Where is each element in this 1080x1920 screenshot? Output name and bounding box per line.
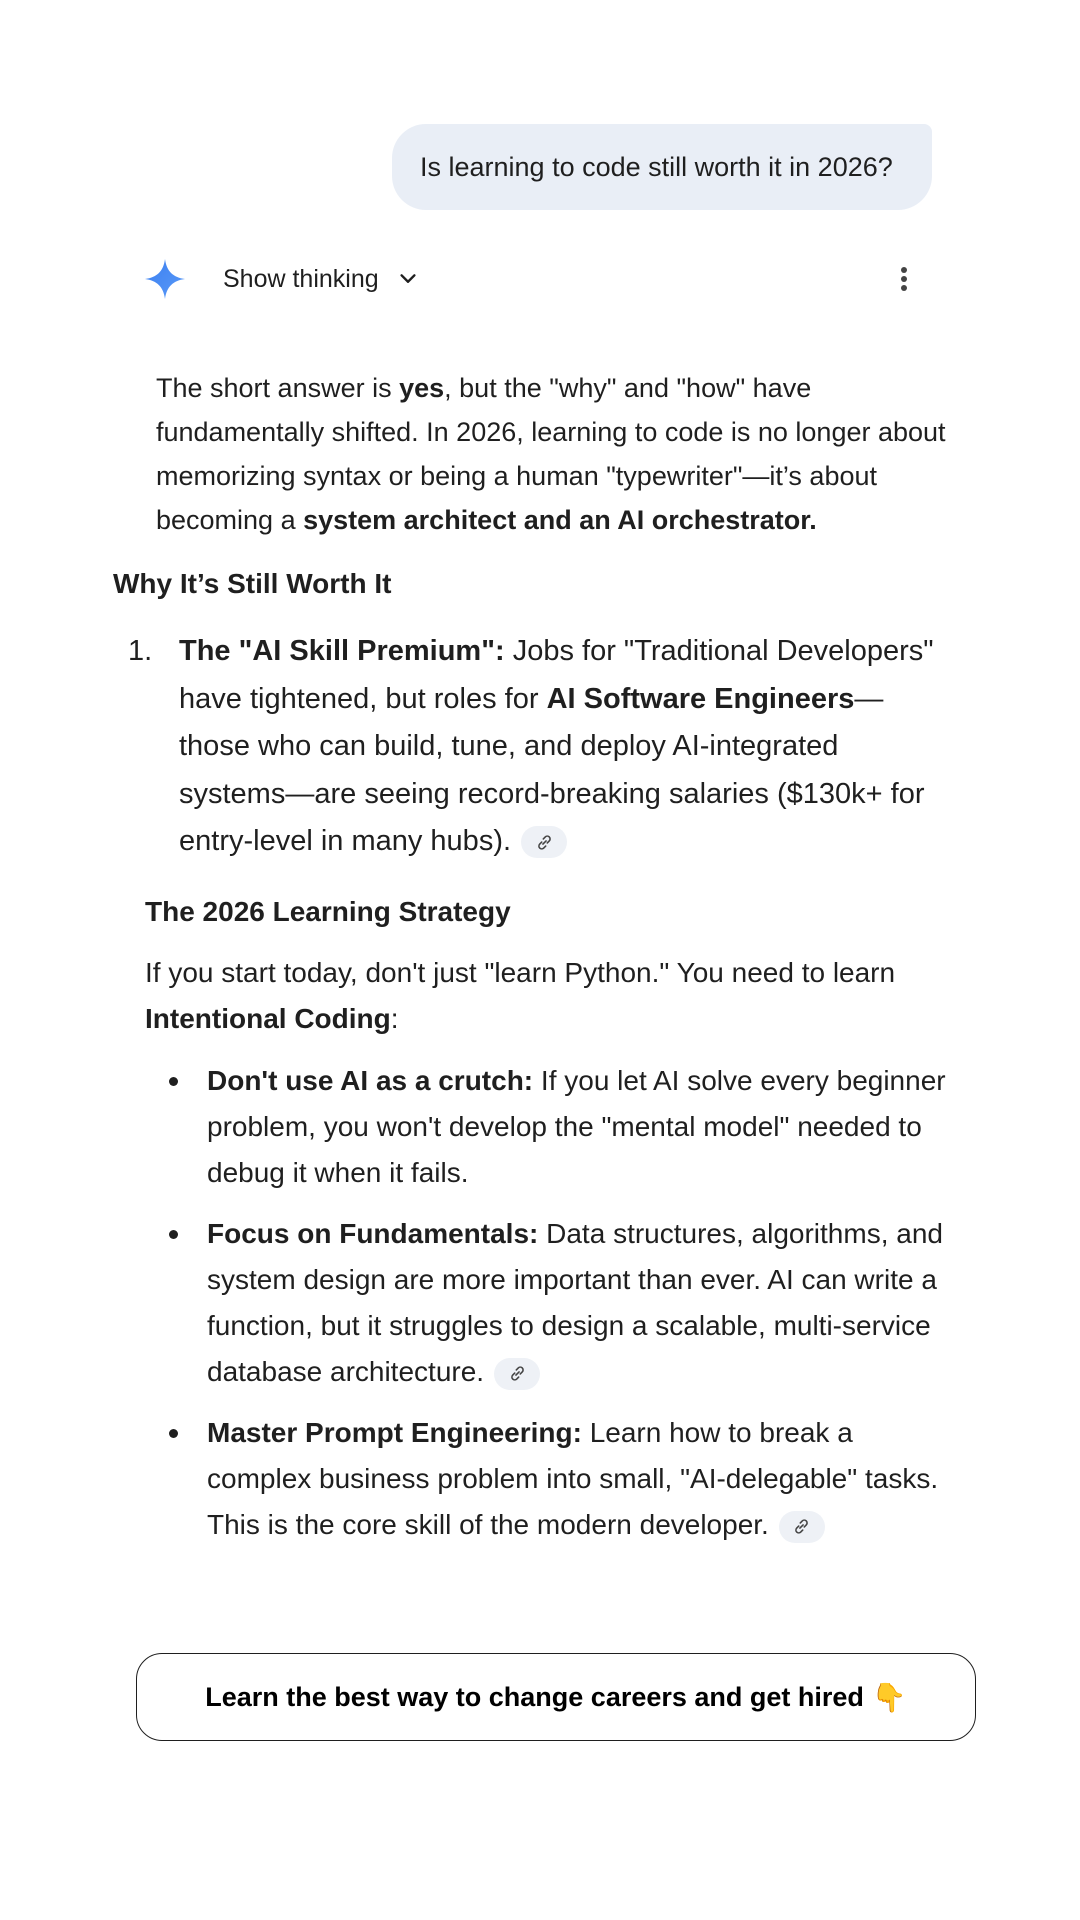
user-message-text: Is learning to code still worth it in 2026?	[420, 151, 893, 182]
bullet-text: Data structures, algorithms, and system design are more important than ever. AI can write a function, but it struggles to design a scalable, multi-service database architecture.	[207, 1218, 943, 1387]
gemini-sparkle-icon	[143, 257, 187, 301]
bullet-bold: Don't use AI as a crutch:	[207, 1065, 534, 1096]
list-item	[165, 1058, 955, 1196]
strategy-text: If you start today, don't just "learn Python." You need to learn	[145, 957, 896, 988]
chevron-down-icon	[397, 268, 419, 290]
bullet-dot	[169, 1077, 178, 1086]
show-thinking-toggle[interactable]	[223, 257, 419, 301]
bullet-dot	[169, 1230, 178, 1239]
show-thinking-label: Show thinking	[223, 264, 379, 293]
ordered-list	[128, 628, 948, 866]
bullet-bold: Focus on Fundamentals:	[207, 1218, 539, 1249]
section-heading-why: Why It’s Still Worth It	[113, 568, 392, 599]
list-item-text: Jobs for "Traditional Developers" have tightened, but roles for	[179, 635, 934, 715]
source-link-chip[interactable]	[779, 1511, 825, 1543]
more-vert-icon[interactable]	[888, 263, 920, 295]
cta-label: Learn the best way to change careers and get hired	[205, 1681, 864, 1712]
source-link-chip[interactable]	[494, 1358, 540, 1390]
intro-bold-yes: yes	[399, 373, 445, 403]
bullet-text: If you let AI solve every beginner problem, you won't develop the "mental model" needed to debug it when it fails.	[207, 1065, 946, 1188]
intro-text: , but the "why" and "how" have fundamentally shifted. In 2026, learning to code is no longer about memorizing syntax or being a human "typewriter"—it’s about becoming a	[156, 373, 946, 535]
strategy-text: :	[390, 1003, 399, 1034]
link-icon	[508, 1364, 527, 1383]
section-heading-strategy: The 2026 Learning Strategy	[145, 896, 511, 927]
list-item-text: —those who can build, tune, and deploy AI-integrated systems—are seeing record-breaking salaries ($130k+ for entry-level in many hubs).	[179, 682, 925, 857]
strategy-intro-paragraph	[145, 950, 945, 1042]
user-message-bubble	[392, 124, 932, 210]
list-item-bold: AI Software Engineers	[546, 682, 855, 715]
list-number: 1.	[128, 635, 153, 667]
strategy-bold: Intentional Coding	[145, 1003, 391, 1034]
response-header	[143, 257, 913, 303]
bullet-text: Learn how to break a complex business problem into small, "AI-delegable" tasks. This is the core skill of the modern developer.	[207, 1417, 939, 1540]
career-cta-button[interactable]	[136, 1653, 976, 1741]
list-item	[165, 1211, 955, 1395]
link-icon	[792, 1517, 811, 1536]
bullet-dot	[169, 1429, 178, 1438]
intro-bold-architect: system architect and an AI orchestrator.	[303, 505, 817, 535]
pointing-down-emoji: 👇	[871, 1681, 907, 1713]
link-icon	[535, 833, 554, 852]
intro-paragraph	[156, 366, 946, 542]
intro-text: The short answer is	[156, 373, 400, 403]
list-item	[179, 628, 948, 866]
source-link-chip[interactable]	[521, 826, 567, 858]
bullet-list	[165, 1058, 955, 1563]
bullet-bold: Master Prompt Engineering:	[207, 1417, 582, 1448]
list-item	[165, 1410, 955, 1548]
list-item-bold: The "AI Skill Premium":	[179, 635, 505, 667]
